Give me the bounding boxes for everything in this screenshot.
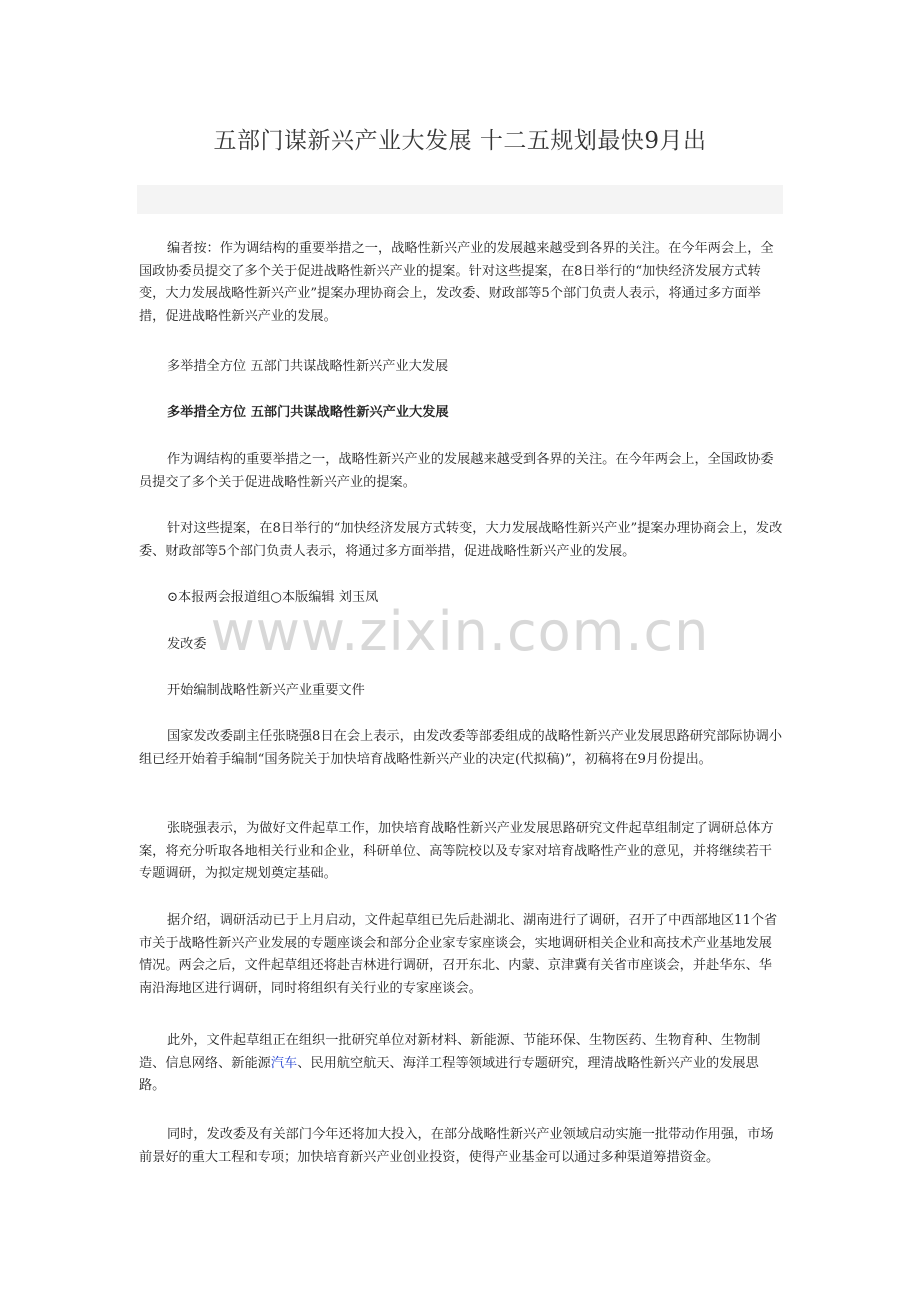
paragraph-survey: 据介绍，调研活动已于上月启动，文件起草组已先后赴湖北、湖南进行了调研，召开了中西部地区11个省市关于战略性新兴产业发展的专题座谈会和部分企业家专家座谈会，实地调研相关企业和高技术产业基地发展情况。两会之后，文件起草组还将赴吉林进行调研，召开东北、内蒙、京津冀有关省市座谈会，并赴华东、华南沿海地区进行调研，同时将组织有关行业的专家座谈会。 <box>139 913 778 996</box>
subheading-plain: 多举措全方位 五部门共谋战略性新兴产业大发展 <box>167 359 449 374</box>
paragraph-proposal: 针对这些提案，在8日举行的“加快经济发展方式转变，大力发展战略性新兴产业”提案办理协商会上，发改委、财政部等5个部门负责人表示，将通过多方面举措，促进战略性新兴产业的发展。 <box>139 521 783 559</box>
subheading-bold: 多举措全方位 五部门共谋战略性新兴产业大发展 <box>167 405 449 420</box>
info-bar <box>137 185 783 214</box>
watermark: www.zixin.com.cn <box>210 600 710 663</box>
article-title: 五部门谋新兴产业大发展 十二五规划最快9月出 <box>213 128 707 154</box>
paragraph-topics <box>139 1030 785 1098</box>
section-label: 发改委 <box>167 637 207 652</box>
byline: ⊙本报两会报道组○本版编辑 刘玉凤 <box>167 590 379 605</box>
paragraph-investment: 同时，发改委及有关部门今年还将加大投入，在部分战略性新兴产业领域启动实施一批带动作用强，市场前景好的重大工程和专项；加快培育新兴产业创业投资，使得产业基金可以通过多种渠道筹措资金。 <box>139 1127 774 1165</box>
section-heading: 开始编制战略性新兴产业重要文件 <box>167 683 365 698</box>
topics-text-b: 、民用航空航天、海洋工程等领域进行专题研究，理清战略性新兴产业的发展思路。 <box>139 1055 759 1094</box>
paragraph-research-plan: 张晓强表示，为做好文件起草工作，加快培育战略性新兴产业发展思路研究文件起草组制定了调研总体方案，将充分听取各地相关行业和企业，科研单位、高等院校以及专家对培育战略性产业的意见，并将继续若干专题调研，为拟定规划奠定基础。 <box>139 821 774 882</box>
paragraph-intro: 作为调结构的重要举措之一，战略性新兴产业的发展越来越受到各界的关注。在今年两会上，全国政协委员提交了多个关于促进战略性新兴产业的提案。 <box>139 452 774 490</box>
editor-note: 编者按：作为调结构的重要举措之一，战略性新兴产业的发展越来越受到各界的关注。在今年两会上，全国政协委员提交了多个关于促进战略性新兴产业的提案。针对这些提案，在8日举行的“加快经济发展方式转变，大力发展战略性新兴产业”提案办理协商会上，发改委、财政部等5个部门负责人表示，将通过多方面举措，促进战略性新兴产业的发展。 <box>139 241 774 324</box>
paragraph-drafting: 国家发改委副主任张晓强8日在会上表示，由发改委等部委组成的战略性新兴产业发展思路研究部际协调小组已经开始着手编制“国务院关于加快培育战略性新兴产业的决定(代拟稿)”，初稿将在9月份提出。 <box>139 729 783 767</box>
auto-link[interactable]: 汽车 <box>270 1055 298 1071</box>
topics-text-a: 此外，文件起草组正在组织一批研究单位对新材料、新能源、节能环保、生物医药、生物育种、生物制造、信息网络、新能源 <box>139 1033 761 1071</box>
